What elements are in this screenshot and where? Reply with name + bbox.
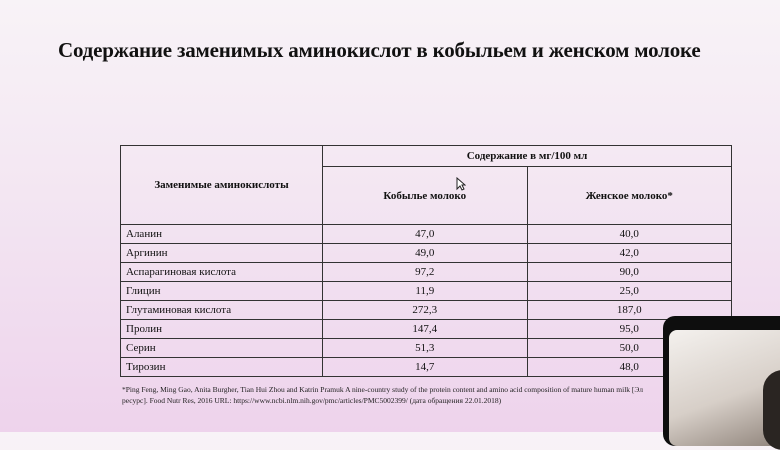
mare-value: 147,4 [323,320,528,339]
amino-acid-name: Глутаминовая кислота [121,301,323,320]
amino-acid-name: Глицин [121,282,323,301]
table-row [121,320,732,339]
mare-value: 97,2 [323,263,528,282]
row-header: Заменимые аминокислоты [121,146,323,225]
table-row [121,339,732,358]
human-value: 90,0 [527,263,731,282]
human-value: 187,0 [527,301,731,320]
mare-value: 272,3 [323,301,528,320]
mouse-pointer-icon [456,177,466,191]
amino-acid-name: Аланин [121,225,323,244]
webcam-feed [669,330,780,446]
group-header: Содержание в мг/100 мл [323,146,732,167]
mare-value: 47,0 [323,225,528,244]
mare-value: 14,7 [323,358,528,377]
webcam-person [763,370,780,450]
mare-value: 49,0 [323,244,528,263]
amino-acid-name: Пролин [121,320,323,339]
column-header-human: Женское молоко* [527,167,731,225]
amino-acid-name: Серин [121,339,323,358]
human-value: 95,0 [527,320,731,339]
human-value: 25,0 [527,282,731,301]
table-row [121,263,732,282]
amino-acid-name: Тирозин [121,358,323,377]
column-header-mare: Кобылье молоко [323,167,528,225]
slide-title: Содержание заменимых аминокислот в кобыльем и женском молоке [58,38,701,62]
human-value: 48,0 [527,358,731,377]
human-value: 42,0 [527,244,731,263]
human-value: 50,0 [527,339,731,358]
amino-acid-table [120,145,732,377]
footnote-line: ресурс]. Food Nutr Res, 2016 URL: https://www.ncbi.nlm.nih.gov/pmc/articles/PMC5002399/ (дата обращения 22.01.2018) [122,396,502,405]
table-header-row [121,146,732,167]
amino-acid-name: Аспарагиновая кислота [121,263,323,282]
amino-acid-name: Аргинин [121,244,323,263]
human-value: 40,0 [527,225,731,244]
table-row [121,301,732,320]
mare-value: 51,3 [323,339,528,358]
mare-value: 11,9 [323,282,528,301]
footnote-line: *Ping Feng, Ming Gao, Anita Burgher, Tian Hui Zhou and Katrin Pramuk A nine-country study of the protein content and amino acid composition of mature human milk [Эл [122,385,644,394]
footnote [122,384,682,406]
table-row [121,282,732,301]
webcam-overlay [663,316,780,446]
table-row [121,225,732,244]
table-row [121,244,732,263]
table-row [121,358,732,377]
